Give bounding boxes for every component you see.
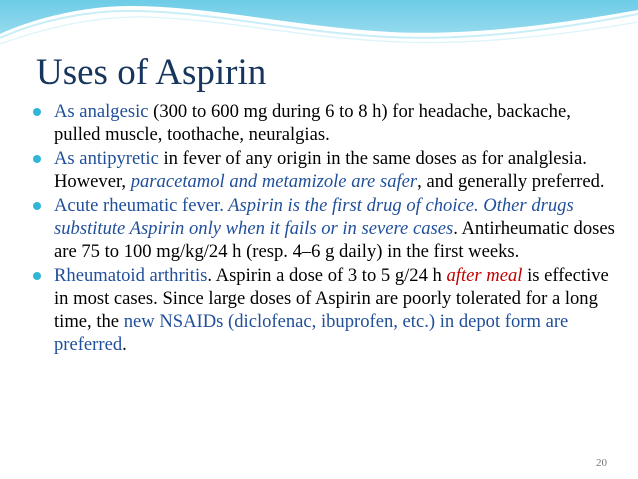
bullet-term: Acute rheumatic fever. [54, 195, 224, 216]
bullet-term-nsaids: new NSAIDs (diclofenac, ibuprofen, etc.) in depot form are preferred [54, 311, 569, 355]
bullet-emphasis: paracetamol and metamizole are safer [130, 171, 418, 192]
bullet-analgesic [16, 100, 621, 146]
bullet-dot-icon [33, 202, 41, 210]
bullet-term: Rheumatoid arthritis [54, 265, 208, 286]
bullet-dot-icon [33, 272, 41, 280]
bullet-list [16, 100, 621, 357]
bullet-term: As analgesic [54, 101, 149, 122]
bullet-rheumatoid-arthritis [16, 264, 621, 356]
bullet-text: (300 to 600 mg during 6 to 8 h) for headache, backache, pulled muscle, toothache, neuralgias. [54, 101, 571, 145]
bullet-text: . Antirheumatic doses are 75 to 100 mg/kg/24 h (resp. 4–6 g daily) in the first weeks. [54, 218, 615, 262]
bullet-dot-icon [33, 155, 41, 163]
page-number: 20 [596, 457, 607, 469]
bullet-emphasis-red: after meal [446, 265, 523, 286]
bullet-rheumatic-fever [16, 194, 621, 263]
bullet-antipyretic [16, 147, 621, 193]
header-wave-decoration [0, 0, 638, 60]
bullet-text: . Aspirin a dose of 3 to 5 g/24 h [207, 265, 447, 286]
bullet-text: is effective in most cases. Since large doses of Aspirin are poorly tolerated for a long time, the [54, 265, 609, 332]
bullet-term: As antipyretic [54, 148, 159, 169]
bullet-text: , and generally preferred. [417, 171, 605, 192]
bullet-emphasis: Aspirin is the first drug of choice. Other drugs substitute Aspirin only when it fails or in severe cases [54, 195, 574, 239]
bullet-text: in fever of any origin in the same doses as for analglesia. However, [54, 148, 587, 192]
bullet-text: . [122, 334, 127, 355]
slide-title: Uses of Aspirin [36, 52, 267, 93]
bullet-dot-icon [33, 108, 41, 116]
